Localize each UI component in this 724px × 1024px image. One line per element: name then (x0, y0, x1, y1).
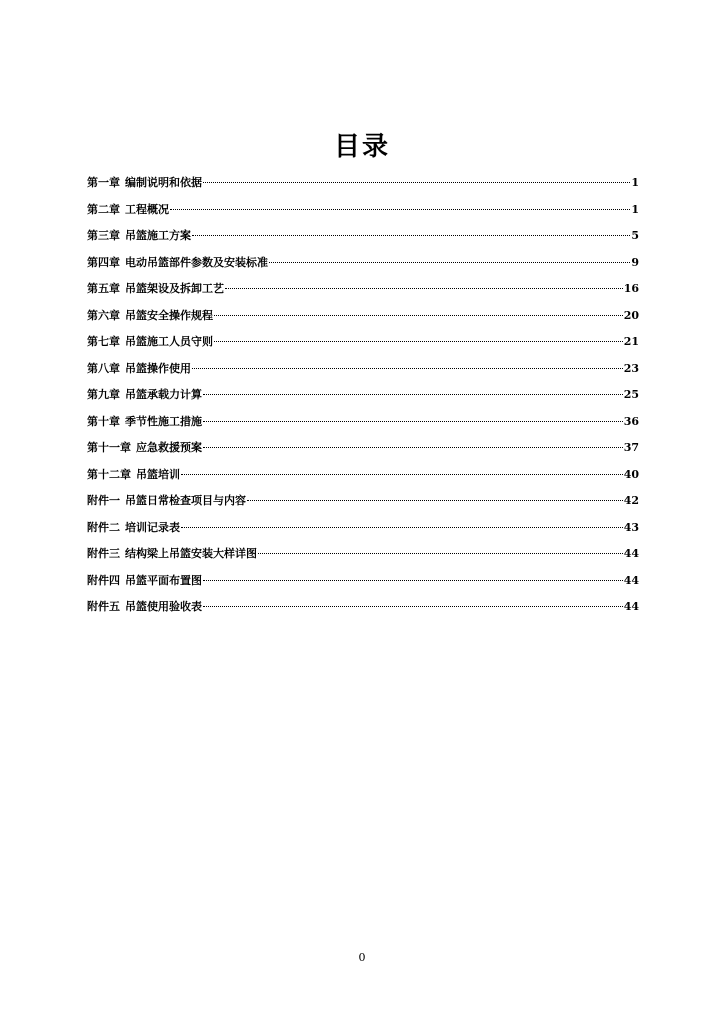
toc-page-number: 44 (623, 600, 639, 613)
toc-leader (214, 341, 623, 342)
toc-chapter: 附件四 (87, 573, 120, 587)
toc-leader (203, 394, 623, 395)
toc-text: 编制说明和依据 (125, 176, 202, 189)
toc-entry-7[interactable] (87, 333, 639, 360)
toc-chapter: 附件一 (87, 494, 120, 507)
toc-entry-8[interactable] (87, 360, 639, 387)
toc-text: 吊篮日常检查项目与内容 (125, 494, 246, 507)
toc-chapter: 第五章 (87, 282, 120, 295)
toc-entry-16[interactable] (87, 572, 639, 599)
table-of-contents (87, 174, 639, 625)
toc-text: 电动吊篮部件参数及安装标准 (125, 255, 268, 269)
toc-entry-12[interactable] (87, 466, 639, 493)
toc-page-number: 1 (631, 176, 639, 189)
toc-entry-17[interactable] (87, 598, 639, 625)
toc-text: 吊篮安全操作规程 (125, 308, 213, 322)
toc-text: 应急救援预案 (136, 441, 202, 454)
toc-chapter: 第八章 (87, 361, 120, 375)
page-title: 目录 (333, 132, 390, 162)
toc-entry-11[interactable] (87, 439, 639, 466)
toc-entry-6[interactable] (87, 307, 639, 334)
toc-chapter: 第六章 (87, 308, 120, 322)
toc-leader (192, 235, 630, 236)
toc-page-number: 25 (623, 388, 639, 401)
toc-text: 吊篮施工方案 (125, 229, 191, 242)
toc-text: 吊篮操作使用 (125, 361, 191, 375)
toc-leader (203, 580, 623, 581)
toc-text: 吊篮施工人员守则 (125, 335, 213, 348)
toc-leader (203, 182, 630, 183)
toc-page-number: 43 (623, 520, 639, 534)
toc-leader (203, 606, 623, 607)
toc-chapter: 第四章 (87, 255, 120, 269)
toc-entry-13[interactable] (87, 492, 639, 519)
toc-chapter: 附件二 (87, 520, 120, 534)
toc-page-number: 16 (623, 282, 639, 295)
toc-entry-3[interactable] (87, 227, 639, 254)
toc-entry-4[interactable] (87, 254, 639, 281)
toc-page-number: 20 (623, 308, 639, 322)
toc-chapter: 第九章 (87, 388, 120, 401)
toc-leader (214, 315, 623, 316)
toc-leader (170, 209, 630, 210)
toc-entry-10[interactable] (87, 413, 639, 440)
toc-text: 吊篮培训 (136, 467, 180, 481)
toc-page-number: 1 (631, 202, 639, 216)
toc-leader (203, 447, 623, 448)
toc-leader (181, 474, 623, 475)
toc-chapter: 第一章 (87, 176, 120, 189)
toc-text: 季节性施工措施 (125, 414, 202, 428)
toc-text: 培训记录表 (125, 520, 180, 534)
toc-chapter: 第三章 (87, 229, 120, 242)
toc-text: 吊篮平面布置图 (125, 573, 202, 587)
toc-entry-2[interactable] (87, 201, 639, 228)
toc-page-number: 36 (623, 414, 639, 428)
toc-chapter: 第十章 (87, 414, 120, 428)
toc-leader (203, 421, 623, 422)
toc-text: 吊篮使用验收表 (125, 600, 202, 613)
toc-leader (181, 527, 623, 528)
toc-leader (247, 500, 623, 501)
toc-page-number: 44 (623, 573, 639, 587)
toc-chapter: 第十二章 (87, 467, 131, 481)
toc-page-number: 40 (623, 467, 639, 481)
toc-text: 吊篮架设及拆卸工艺 (125, 282, 224, 295)
toc-chapter: 附件五 (87, 600, 120, 613)
toc-chapter: 第二章 (87, 202, 120, 216)
toc-leader (225, 288, 623, 289)
toc-leader (192, 368, 623, 369)
toc-entry-1[interactable] (87, 174, 639, 201)
toc-page-number: 37 (623, 441, 639, 454)
toc-leader (269, 262, 630, 263)
toc-text: 工程概况 (125, 202, 169, 216)
toc-chapter: 第十一章 (87, 441, 131, 454)
toc-chapter: 第七章 (87, 335, 120, 348)
toc-text: 结构梁上吊篮安装大样详图 (125, 547, 257, 560)
toc-page-number: 44 (623, 547, 639, 560)
toc-page-number: 9 (631, 255, 639, 269)
toc-entry-5[interactable] (87, 280, 639, 307)
toc-entry-15[interactable] (87, 545, 639, 572)
toc-page-number: 5 (631, 229, 639, 242)
toc-page-number: 21 (623, 335, 639, 348)
toc-entry-14[interactable] (87, 519, 639, 546)
toc-leader (258, 553, 623, 554)
toc-page-number: 23 (623, 361, 639, 375)
toc-text: 吊篮承载力计算 (125, 388, 202, 401)
toc-entry-9[interactable] (87, 386, 639, 413)
footer-page-number: 0 (358, 951, 366, 964)
toc-page-number: 42 (623, 494, 639, 507)
toc-chapter: 附件三 (87, 547, 120, 560)
